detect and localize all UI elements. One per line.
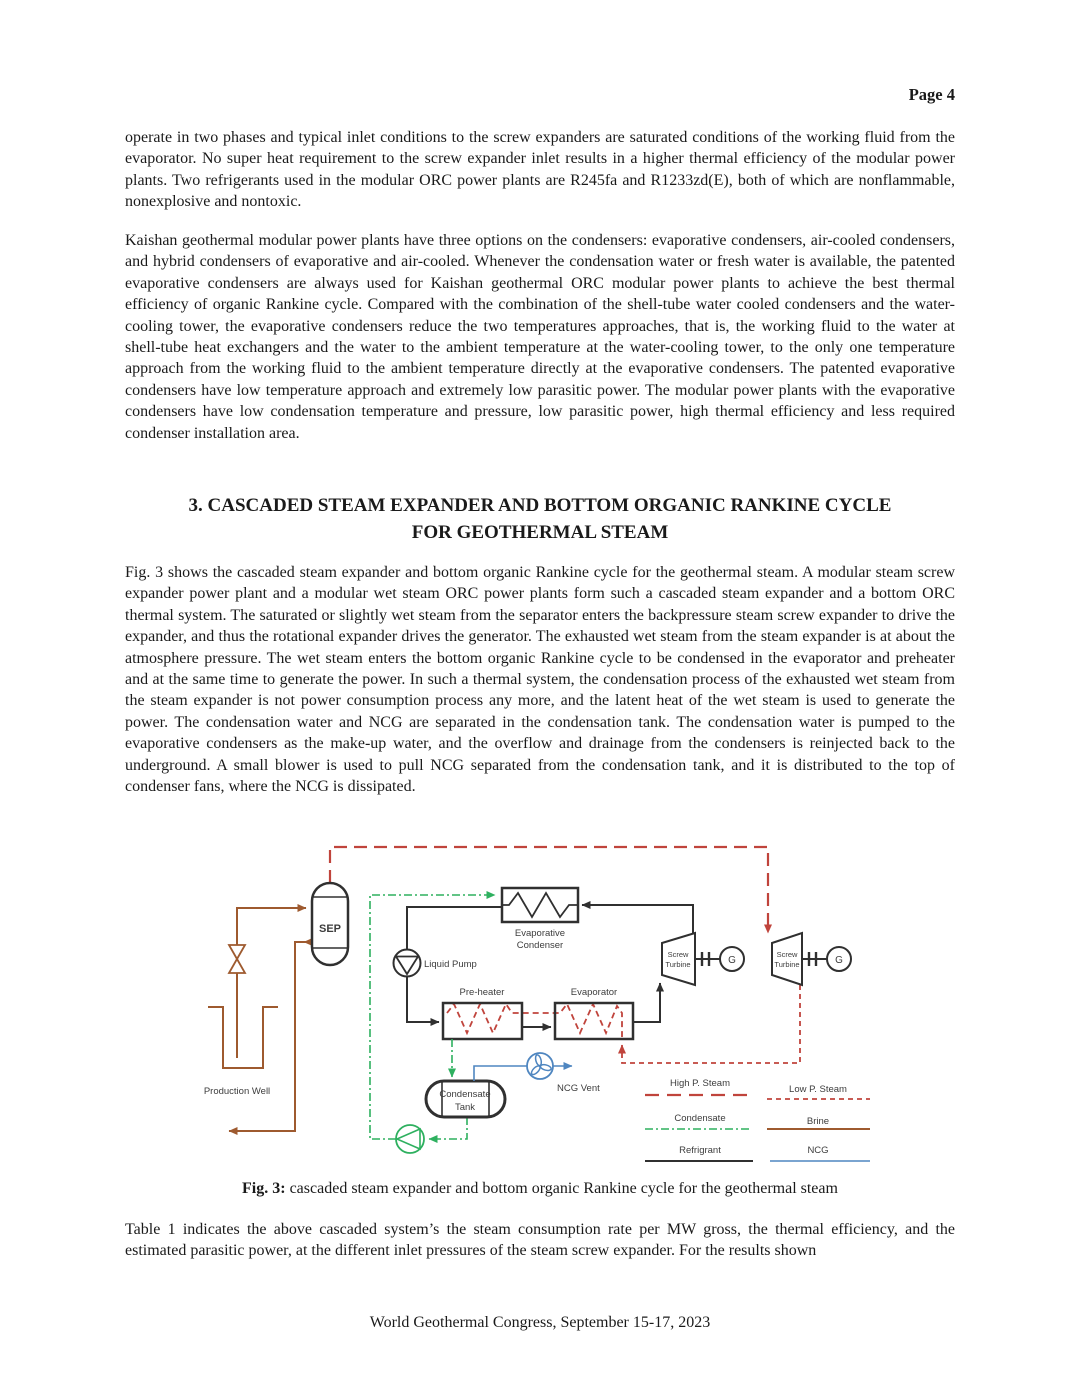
figure-caption-text: cascaded steam expander and bottom organic Rankine cycle for the geothermal steam — [285, 1180, 838, 1197]
condensate-tank-label-line2: Tank — [454, 1102, 476, 1113]
evaporative-condenser-label-line2: Condenser — [516, 940, 564, 951]
pre-heater-label: Pre-heater — [459, 987, 505, 998]
figure-legend — [645, 1078, 870, 1161]
screw-turbine-2 — [772, 933, 827, 985]
wellhead-valve-icon — [229, 945, 245, 973]
evaporator-label: Evaporator — [570, 987, 618, 998]
condenser-to-pump-line — [407, 907, 502, 949]
generator-2-label: G — [835, 955, 843, 966]
page-number: Page 4 — [908, 85, 955, 104]
pump-to-preheater-line — [407, 977, 439, 1022]
section-heading-line2: FOR GEOTHERMAL STEAM — [411, 522, 669, 543]
paragraph-3: Fig. 3 shows the cascaded steam expander and bottom organic Rankine cycle for the geothermal steam. A modular steam screw expander power plant and a modular wet steam ORC power plants form such a cascaded steam expander and a bottom ORC thermal system. The saturated or slightly wet steam from the separator enters the backpressure steam screw expander to drive the expander, and thus the rotational expander drives the generator. The exhausted wet steam from the steam expander is at about the atmosphere pressure. The wet steam enters the bottom organic Rankine cycle to be condensed in the evaporator and preheater and at the same time to generate the power. In such a thermal system, the condensation process of the exhausted wet steam from the steam expander is not power consumption process any more, and the latent heat of the wet steam is used to generate the power. The condensation water and NCG are separated in the condensation tank. The condensation water is pumped to the evaporative condensers as the make-up water, and the overflow and drainage from the condensers is reinjected back to the underground. A small blower is used to pull NCG separated from the condensation tank, and it is distributed to the top of condenser fans, where the NCG is dissipated. — [125, 564, 955, 796]
generator-1-label: G — [728, 955, 736, 966]
legend-high-p-steam-label: High P. Steam — [669, 1078, 731, 1089]
production-well-label: Production Well — [203, 1086, 271, 1097]
brine-to-separator-line — [237, 908, 306, 945]
generator-1 — [720, 947, 744, 971]
figure-caption — [125, 1180, 955, 1198]
liquid-pump — [394, 950, 477, 977]
legend-ncg-label: NCG — [807, 1145, 829, 1156]
condensate-pump — [396, 1125, 424, 1153]
figure-caption-prefix: Fig. 3: — [242, 1180, 286, 1197]
condensate-tank-label-line1: Condensate — [439, 1089, 491, 1100]
liquid-pump-label: Liquid Pump — [424, 959, 477, 970]
paragraph-2: Kaishan geothermal modular power plants have three options on the condensers: evaporative condensers, air-cooled condensers, and hybrid condensers of evaporative and air-cooled. Whenever the condensation water or fresh water is available, the patented evaporative condensers are always used for Kaishan geothermal ORC modular power plants to achieve the best thermal efficiency of organic Rankine cycle. Compared with the combination of the shell-tube water cooled condensers and the water-cooling tower, the evaporative condensers reduce the two temperatures approaches, that is, the working fluid to the water at shell-tube heat exchangers and the water to the ambient temperature at the water-cooling tower, to the only one temperature approach from the working fluid to the ambient temperature directly at the evaporative condensers. The patented evaporative condensers have low temperature approach and extremely low parasitic power. The modular power plants with the evaporative condensers have low condensation temperature and pressure, low parasitic power, high thermal efficiency and less required condenser installation area. — [125, 232, 955, 442]
legend-condensate-label: Condensate — [674, 1113, 726, 1124]
section-heading — [125, 492, 955, 546]
screw-turbine-2-label-line1: Screw — [776, 950, 798, 959]
evaporative-condenser — [502, 888, 578, 951]
generator-2 — [827, 947, 851, 971]
legend-refrigrant-label: Refrigrant — [679, 1145, 721, 1156]
screw-turbine-1 — [662, 933, 720, 985]
section-heading-line1: 3. CASCADED STEAM EXPANDER AND BOTTOM ORGANIC RANKINE CYCLE — [188, 495, 892, 516]
page-footer: World Geothermal Congress, September 15-17, 2023 — [369, 1314, 711, 1331]
figure-3-diagram — [180, 833, 920, 1178]
legend-low-p-steam-label: Low P. Steam — [789, 1084, 847, 1095]
pre-heater — [443, 987, 522, 1039]
paragraph-1: operate in two phases and typical inlet conditions to the screw expanders are saturated conditions of the working fluid from the evaporator. No super heat requirement to the screw expander inlet results in a higher thermal efficiency of the modular power plants. Two refrigerants used in the modular ORC power plants are R245fa and R1233zd(E), both of which are nonflammable, nonexplosive and nontoxic. — [125, 129, 955, 211]
evaporator-to-turbine1-line — [633, 983, 660, 1022]
screw-turbine-1-label-line1: Screw — [667, 950, 689, 959]
tank-to-fan-ncg-line — [474, 1066, 527, 1081]
tank-to-pump-condensate-line — [429, 1117, 467, 1139]
steam-coil-line — [447, 1004, 622, 1037]
evaporative-condenser-label-line1: Evaporative — [514, 928, 566, 939]
screw-turbine-2-label-line2: Turbine — [774, 960, 800, 969]
condensate-tank — [426, 1081, 505, 1117]
separator-vessel — [312, 883, 348, 965]
sep-label: SEP — [318, 923, 342, 935]
production-well — [208, 973, 278, 1068]
ncg-vent-label: NCG Vent — [557, 1083, 600, 1094]
low-pressure-steam-line — [622, 985, 800, 1063]
turbine1-to-condenser-line — [582, 905, 693, 933]
legend-brine-label: Brine — [806, 1116, 830, 1127]
ncg-vent-fan-icon — [527, 1053, 553, 1079]
paragraph-4: Table 1 indicates the above cascaded system’s the steam consumption rate per MW gross, the thermal efficiency, and the estimated parasitic power, at the different inlet pressures of the steam screw expander. For the results shown — [125, 1221, 955, 1260]
screw-turbine-1-label-line2: Turbine — [665, 960, 691, 969]
